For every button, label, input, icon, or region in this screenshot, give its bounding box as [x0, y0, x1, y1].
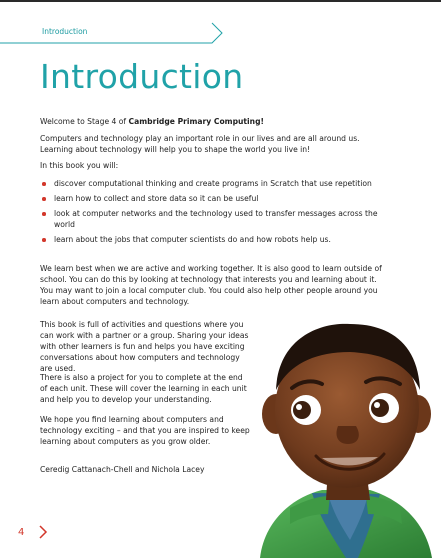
learning-paragraph: We learn best when we are active and working together. It is also good to learn outside of school. You can do this by looking at technology that interests you and learning about it. You may want to join a local computer club. You could also help other people around you learn about computers and technology. [40, 264, 382, 306]
boy-illustration [250, 318, 436, 558]
bullet-item [40, 234, 390, 245]
bullet-text: learn how to collect and store data so it can be useful [54, 194, 259, 203]
bullet-dot [42, 238, 46, 242]
welcome-line [40, 116, 392, 127]
authors-line: Ceredig Cattanach-Chell and Nichola Lacey [40, 465, 205, 474]
bullet-dot [42, 212, 46, 216]
section-tab-outline [0, 22, 230, 44]
page-number: 4 [18, 527, 25, 538]
bullet-dot [42, 197, 46, 201]
bullet-item [40, 178, 390, 189]
bullet-text: discover computational thinking and create programs in Scratch that use repetition [54, 179, 372, 188]
bullet-item [40, 208, 390, 230]
project-paragraph: There is also a project for you to complete at the end of each unit. These will cover the learning in each unit and help you to develop your understanding. [40, 373, 247, 404]
welcome-book-name: Cambridge Primary Computing! [128, 117, 264, 126]
intro-paragraph: Computers and technology play an important role in our lives and are all around us. Learning about technology will help you to shape the world you live in! [40, 134, 360, 154]
bullet-text: look at computer networks and the technology used to transfer messages across the world [54, 209, 378, 229]
section-tab-label: Introduction [42, 27, 88, 36]
bullet-item [40, 193, 390, 204]
bullet-text: learn about the jobs that computer scientists do and how robots help us. [54, 235, 331, 244]
section-tab [0, 22, 230, 44]
welcome-prefix: Welcome to Stage 4 of [40, 117, 129, 126]
top-rule [0, 0, 441, 2]
bullet-list [40, 178, 390, 249]
page-title: Introduction [40, 57, 244, 96]
activities-paragraph: This book is full of activities and questions where you can work with a partner or a group. Sharing your ideas with other learners is fun and helps you have exciting conversations about how computers and technology are used. [40, 320, 249, 373]
chevron-right-icon [38, 524, 48, 540]
in-this-book-label: In this book you will: [40, 161, 119, 170]
bullet-dot [42, 182, 46, 186]
hope-paragraph: We hope you find learning about computers and technology exciting – and that you are inspired to keep learning about computers as you grow older. [40, 415, 250, 446]
